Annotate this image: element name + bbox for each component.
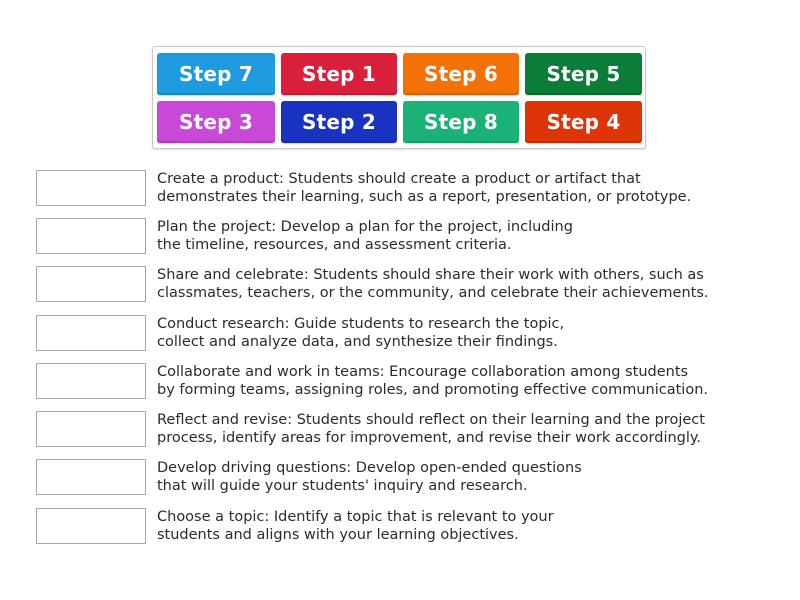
row-text-line-2: collect and analyze data, and synthesize their findings. (157, 334, 558, 350)
row-text-line-2: that will guide your students' inquiry and research. (157, 478, 528, 494)
row-text-line-1: Conduct research: Guide students to research the topic, (157, 316, 565, 332)
match-row-driving-questions (36, 459, 736, 497)
drop-target[interactable] (36, 508, 146, 544)
match-row-choose-topic (36, 508, 736, 546)
tile-step-3[interactable]: Step 3 (157, 101, 275, 143)
row-text-line-1: Choose a topic: Identify a topic that is relevant to your (157, 509, 554, 525)
row-description (157, 170, 737, 206)
row-text-line-1: Reflect and revise: Students should reflect on their learning and the project (157, 412, 705, 428)
tile-step-4[interactable]: Step 4 (525, 101, 642, 143)
match-row-plan-project (36, 218, 736, 256)
tile-step-7[interactable]: Step 7 (157, 53, 275, 95)
drop-target[interactable] (36, 315, 146, 351)
drop-target[interactable] (36, 411, 146, 447)
row-description (157, 508, 737, 544)
row-text-line-2: process, identify areas for improvement, and revise their work accordingly. (157, 430, 702, 446)
match-row-collaborate (36, 363, 736, 401)
row-description (157, 266, 737, 302)
match-row-reflect-revise (36, 411, 736, 449)
row-description (157, 315, 737, 351)
row-text-line-1: Share and celebrate: Students should share their work with others, such as (157, 267, 704, 283)
row-text-line-2: classmates, teachers, or the community, and celebrate their achievements. (157, 285, 709, 301)
row-text-line-2: students and aligns with your learning objectives. (157, 527, 519, 543)
drop-target[interactable] (36, 363, 146, 399)
row-description (157, 411, 737, 447)
drop-target[interactable] (36, 218, 146, 254)
tile-step-6[interactable]: Step 6 (403, 53, 519, 95)
tile-step-2[interactable]: Step 2 (281, 101, 397, 143)
row-description (157, 218, 737, 254)
row-text-line-2: by forming teams, assigning roles, and promoting effective communication. (157, 382, 708, 398)
drop-target[interactable] (36, 170, 146, 206)
row-description (157, 459, 737, 495)
row-text-line-1: Collaborate and work in teams: Encourage collaboration among students (157, 364, 689, 380)
row-description (157, 363, 737, 399)
tile-step-5[interactable]: Step 5 (525, 53, 642, 95)
row-text-line-1: Create a product: Students should create a product or artifact that (157, 171, 641, 187)
tile-step-8[interactable]: Step 8 (403, 101, 519, 143)
match-row-conduct-research (36, 315, 736, 353)
tile-step-1[interactable]: Step 1 (281, 53, 397, 95)
row-text-line-2: demonstrates their learning, such as a report, presentation, or prototype. (157, 189, 692, 205)
tile-tray (152, 46, 646, 149)
drop-target[interactable] (36, 459, 146, 495)
match-row-share-celebrate (36, 266, 736, 304)
row-text-line-1: Plan the project: Develop a plan for the project, including (157, 219, 573, 235)
match-row-create-product (36, 170, 736, 208)
row-text-line-1: Develop driving questions: Develop open-ended questions (157, 460, 582, 476)
drop-target[interactable] (36, 266, 146, 302)
row-text-line-2: the timeline, resources, and assessment criteria. (157, 237, 512, 253)
